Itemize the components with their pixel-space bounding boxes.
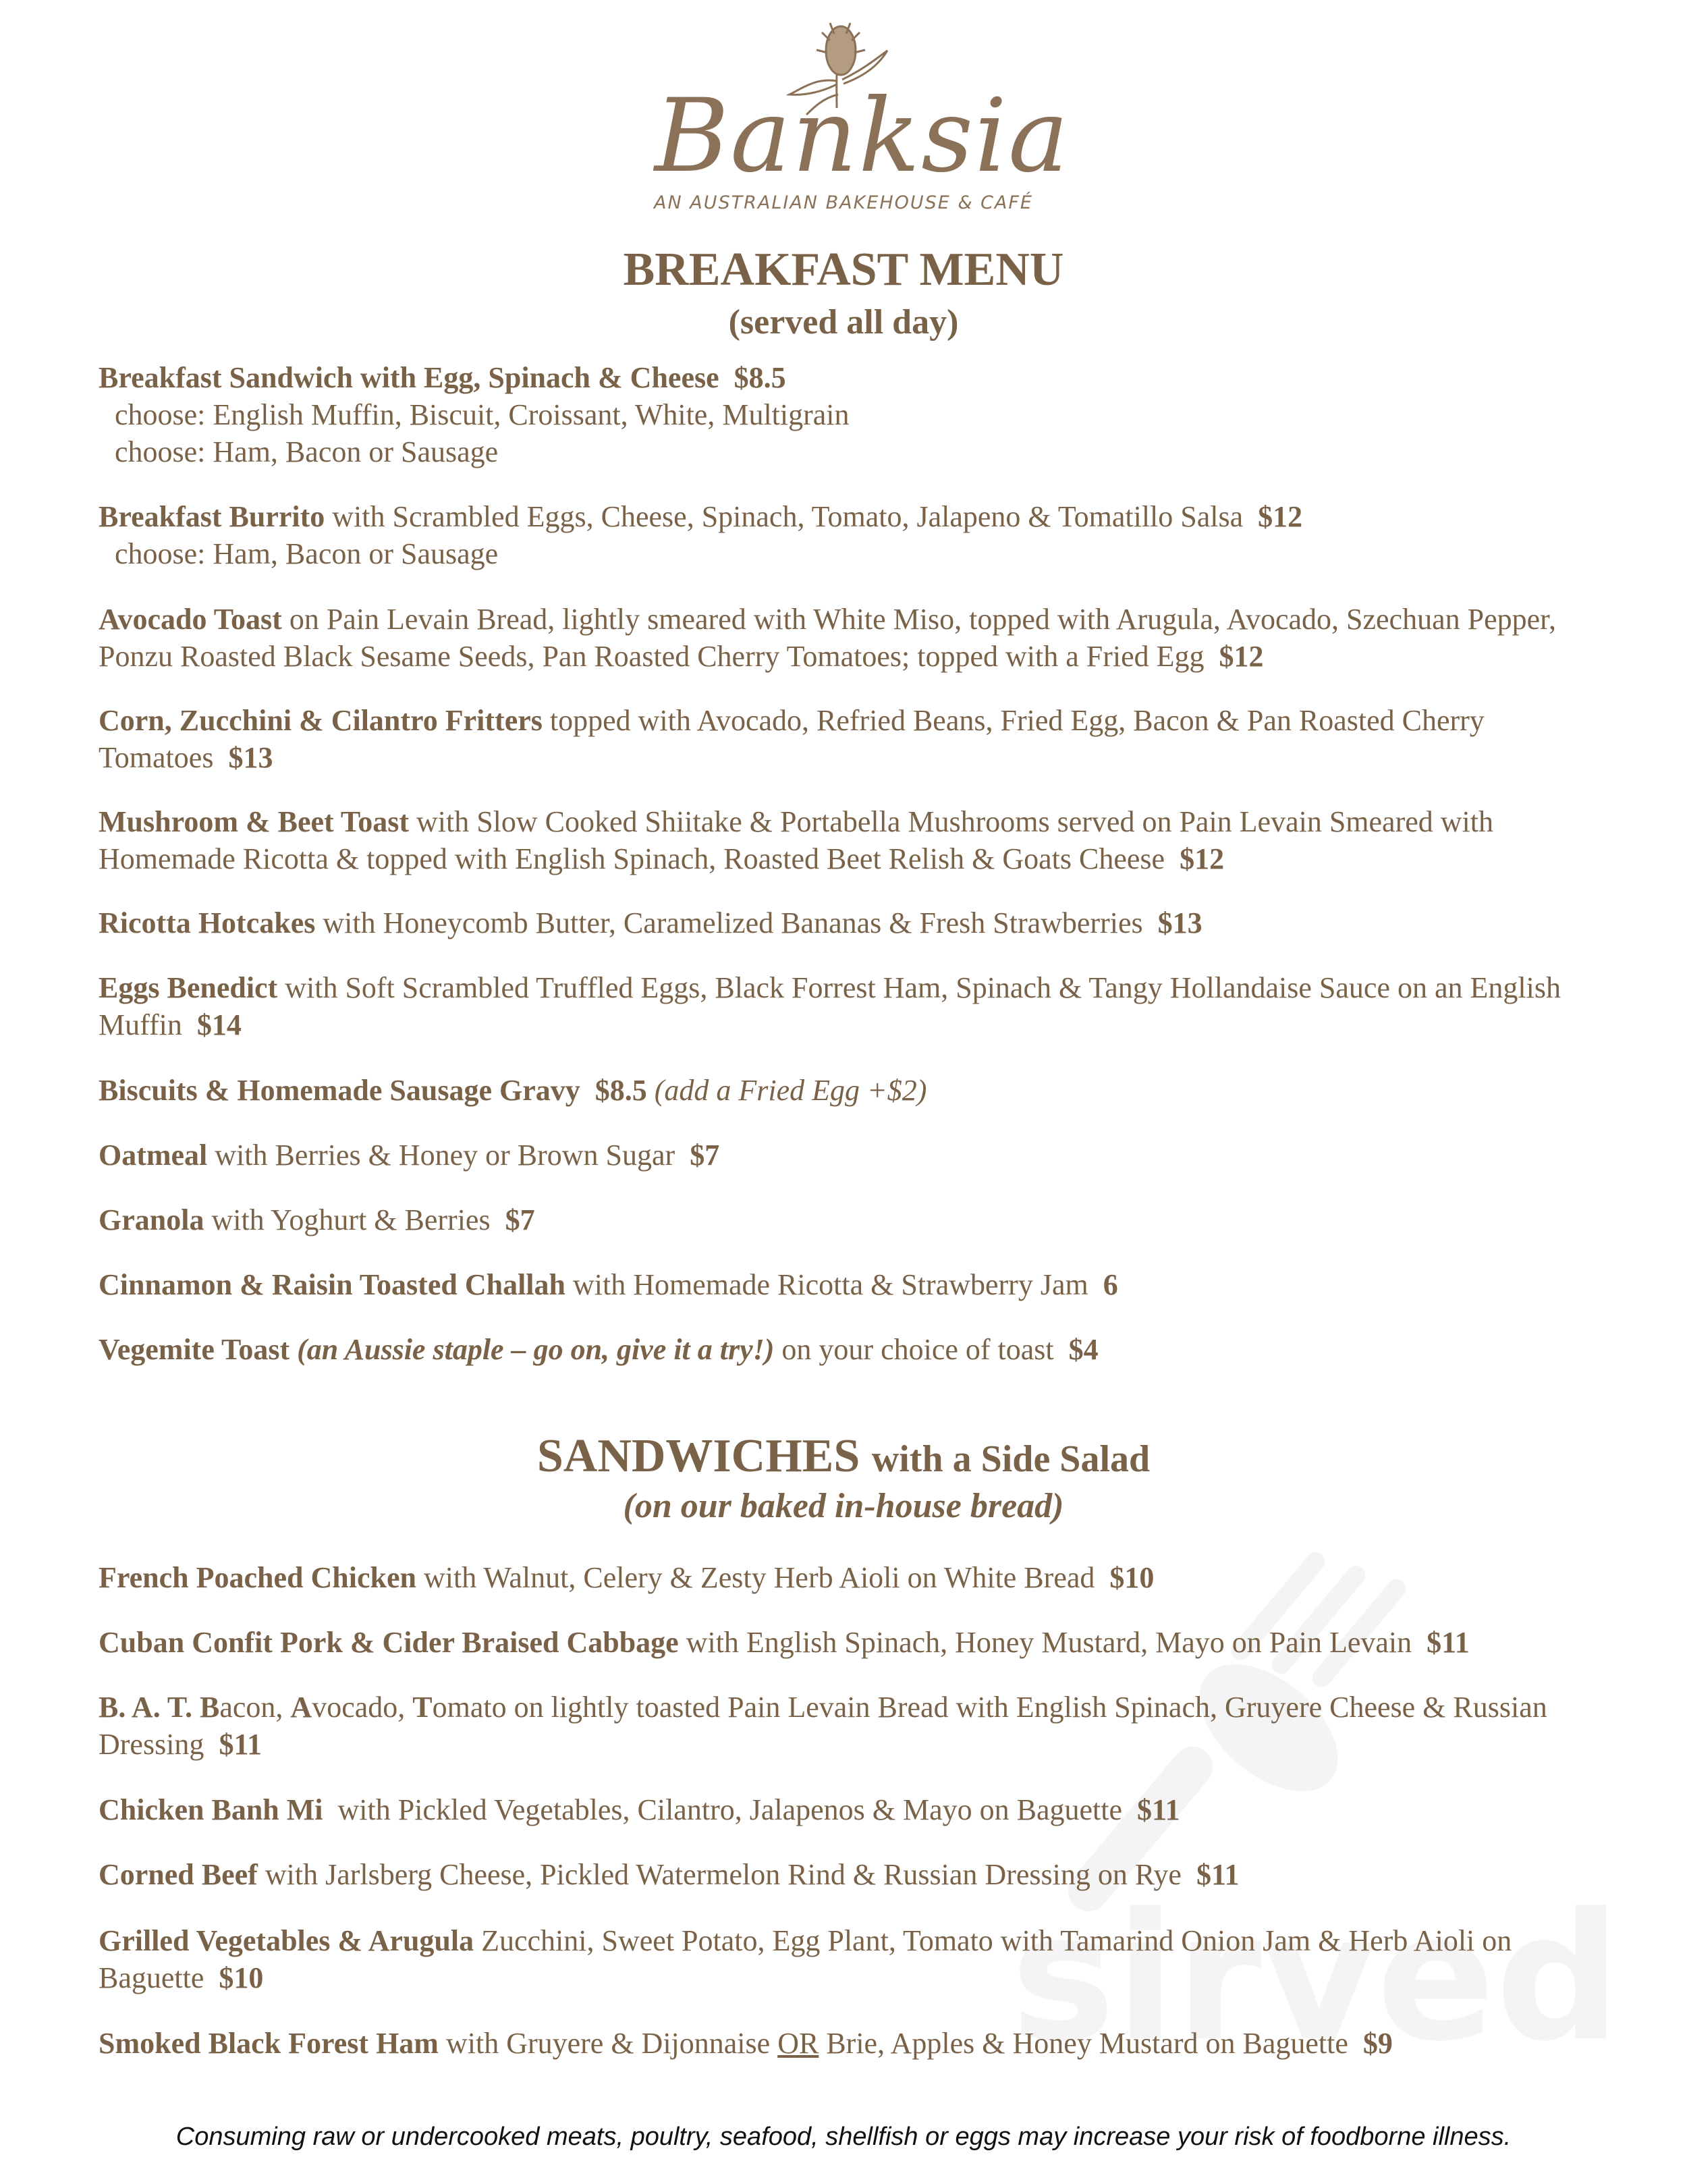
item-price: $14 (196, 1008, 242, 1041)
menu-item (99, 702, 1576, 776)
menu-item (99, 359, 1576, 470)
item-price: $9 (1362, 2027, 1393, 2060)
item-price: $4 (1068, 1333, 1099, 1366)
item-name-initial: A (290, 1691, 312, 1724)
item-name: Biscuits & Homemade Sausage Gravy (99, 1074, 580, 1107)
item-description: with Honeycomb Butter, Caramelized Bananas & Fresh Strawberries (323, 906, 1143, 939)
menu-item (99, 1072, 1576, 1109)
item-description: with Soft Scrambled Truffled Eggs, Black Forrest Ham, Spinach & Tangy Hollandaise Sauce on an English Muffin (99, 971, 1561, 1041)
sandwiches-title-suffix: with a Side Salad (871, 1438, 1151, 1480)
item-price: $7 (505, 1203, 535, 1236)
item-description: with Slow Cooked Shiitake & Portabella Mushrooms served on Pain Levain Smeared with Homemade Ricotta & topped with English Spinach, Roasted Beet Relish & Goats Cheese (99, 805, 1493, 875)
item-description: with Scrambled Eggs, Cheese, Spinach, Tomato, Jalapeno & Tomatillo Salsa (332, 500, 1244, 533)
item-description: Brie, Apples & Honey Mustard on Baguette (826, 2027, 1348, 2060)
item-price: $13 (1157, 906, 1202, 939)
item-name: Cuban Confit Pork & Cider Braised Cabbage (99, 1626, 679, 1659)
item-price: $11 (219, 1728, 262, 1761)
item-description: with Walnut, Celery & Zesty Herb Aioli on White Bread (423, 1561, 1095, 1594)
menu-item (99, 1791, 1576, 1828)
item-name: French Poached Chicken (99, 1561, 416, 1594)
item-description: on Pain Levain Bread, lightly smeared with White Miso, topped with Arugula, Avocado, Szechuan Pepper, Ponzu Roasted Black Sesame Seeds, Pan Roasted Cherry Tomatoes; topped with a Fried Egg (99, 603, 1557, 673)
item-name-initial: T (412, 1691, 433, 1724)
menu-item (99, 1201, 1576, 1238)
menu-item (99, 803, 1576, 877)
breakfast-title: BREAKFAST MENU (623, 244, 1064, 296)
item-price: $13 (228, 741, 273, 774)
item-price: $11 (1196, 1858, 1240, 1891)
breakfast-subtitle: (served all day) (728, 303, 959, 342)
item-option: choose: English Muffin, Biscuit, Croissant, White, Multigrain (115, 398, 850, 431)
item-name: Smoked Black Forest Ham (99, 2027, 439, 2060)
item-name: Chicken Banh Mi (99, 1793, 323, 1826)
item-name-part: acon, (219, 1691, 291, 1724)
item-name: Corned Beef (99, 1858, 258, 1891)
item-price: $8.5 (594, 1074, 647, 1107)
item-price: $12 (1180, 842, 1225, 875)
item-description: Zucchini, Sweet Potato, Egg Plant, Tomato with Tamarind Onion Jam & Herb Aioli on Baguette (99, 1924, 1512, 1994)
banksia-logo (634, 13, 1070, 229)
item-price: $7 (690, 1139, 720, 1172)
sandwiches-title-main: SANDWICHES (536, 1430, 860, 1482)
menu-item (99, 1331, 1576, 1368)
menu-item (99, 1137, 1576, 1174)
item-name: Grilled Vegetables & Arugula (99, 1924, 474, 1957)
item-name: Eggs Benedict (99, 971, 278, 1004)
menu-item (99, 969, 1576, 1043)
logo-wordmark: Banksia (655, 78, 1070, 195)
item-name: Breakfast Burrito (99, 500, 325, 533)
item-name: Granola (99, 1203, 204, 1236)
item-name: Mushroom & Beet Toast (99, 805, 409, 838)
item-name: Oatmeal (99, 1139, 208, 1172)
item-description: on lightly toasted Pain Levain Bread with English Spinach, Gruyere Cheese & Russian Dressing (99, 1691, 1547, 1761)
item-name (99, 1691, 507, 1724)
item-name: Ricotta Hotcakes (99, 906, 316, 939)
item-description-or: OR (777, 2027, 819, 2060)
item-price: $11 (1137, 1793, 1180, 1826)
menu-item (99, 1624, 1576, 1661)
item-description: with Gruyere & Dijonnaise (445, 2027, 771, 2060)
item-name-initial: B. A. T. B (99, 1691, 220, 1724)
item-description: with Berries & Honey or Brown Sugar (215, 1139, 675, 1172)
item-description: on your choice of toast (781, 1333, 1054, 1366)
sandwiches-title (0, 1429, 1687, 1483)
menu-item (99, 601, 1576, 675)
menu-item (99, 1856, 1576, 1893)
menu-item (99, 904, 1576, 941)
item-description: with Pickled Vegetables, Cilantro, Jalapenos & Mayo on Baguette (337, 1793, 1123, 1826)
menu-item (99, 1559, 1576, 1596)
item-description: with Yoghurt & Berries (211, 1203, 491, 1236)
item-name-part: omato (432, 1691, 507, 1724)
menu-item (99, 2025, 1576, 2062)
item-description: with Jarlsberg Cheese, Pickled Watermelon Rind & Russian Dressing on Rye (265, 1858, 1182, 1891)
item-description: topped with Avocado, Refried Beans, Fried Egg, Bacon & Pan Roasted Cherry Tomatoes (99, 704, 1485, 774)
item-option: choose: Ham, Bacon or Sausage (115, 537, 499, 570)
menu-item (99, 1922, 1576, 1996)
item-price: $8.5 (734, 361, 786, 394)
item-description: with Homemade Ricotta & Strawberry Jam (573, 1268, 1088, 1301)
item-price: $12 (1219, 640, 1264, 673)
item-price: $12 (1258, 500, 1303, 533)
item-price: $11 (1427, 1626, 1470, 1659)
item-price: $10 (219, 1961, 264, 1994)
logo-tagline: AN AUSTRALIAN BAKEHOUSE & CAFÉ (653, 192, 1033, 213)
item-name: Avocado Toast (99, 603, 282, 636)
item-option: choose: Ham, Bacon or Sausage (115, 435, 499, 468)
menu-item (99, 498, 1576, 572)
item-price: 6 (1103, 1268, 1118, 1301)
item-description: with English Spinach, Honey Mustard, Mayo on Pain Levain (686, 1626, 1412, 1659)
item-name: Vegemite Toast (99, 1333, 290, 1366)
food-safety-note: Consuming raw or undercooked meats, poultry, seafood, shellfish or eggs may increase your risk of foodborne illness. (175, 2123, 1512, 2151)
item-name: Cinnamon & Raisin Toasted Challah (99, 1268, 565, 1301)
sandwiches-subtitle: (on our baked in-house bread) (623, 1487, 1064, 1525)
item-price: $10 (1109, 1561, 1155, 1594)
item-name: Breakfast Sandwich with Egg, Spinach & Cheese (99, 361, 719, 394)
menu-item (99, 1266, 1576, 1303)
menu-item (99, 1689, 1576, 1763)
item-aside: (an Aussie staple – go on, give it a try!) (297, 1333, 775, 1366)
item-name: Corn, Zucchini & Cilantro Fritters (99, 704, 543, 737)
item-note: (add a Fried Egg +$2) (654, 1074, 927, 1107)
item-name-part: vocado, (312, 1691, 413, 1724)
